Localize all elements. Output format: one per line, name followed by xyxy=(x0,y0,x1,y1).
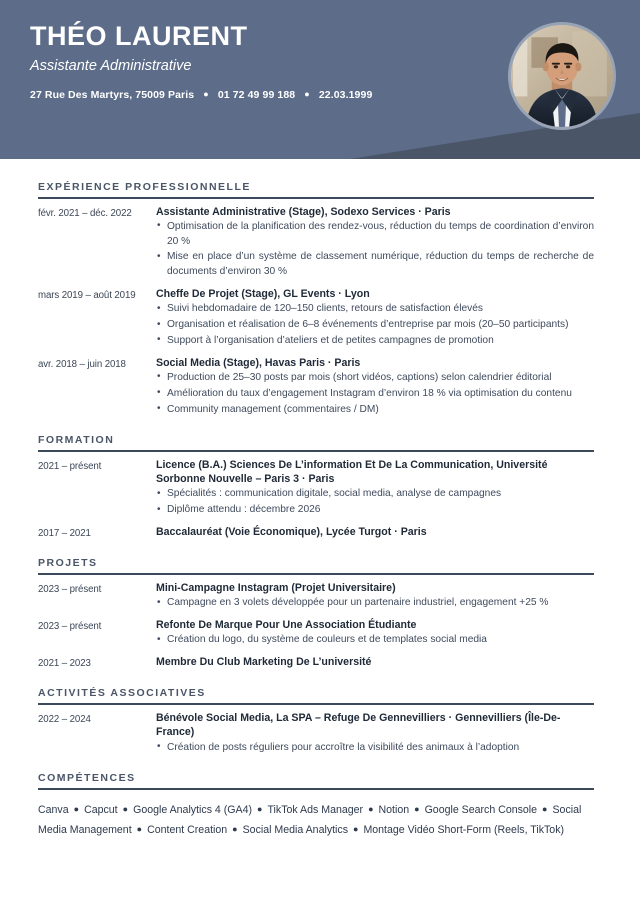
skill-item: Content Creation xyxy=(147,823,228,836)
bullet-separator-icon: ● xyxy=(414,803,420,814)
activite-entry xyxy=(38,711,594,755)
section-title-experience: EXPÉRIENCE PROFESSIONNELLE xyxy=(38,181,251,193)
entry-heading: Baccalauréat (Voie Économique), Lycée Turgot · Paris xyxy=(156,526,427,539)
entry-bullets xyxy=(156,741,594,756)
entry-body xyxy=(156,525,594,540)
resume-header xyxy=(0,0,640,159)
candidate-job-title: Assistante Administrative xyxy=(30,57,192,74)
skill-item: Social Media Management xyxy=(38,803,582,836)
section-title-formation: FORMATION xyxy=(38,434,115,447)
section-divider xyxy=(38,703,594,705)
section-experience xyxy=(38,171,594,417)
section-divider xyxy=(38,573,594,575)
entry-date: 2017 – 2021 xyxy=(38,528,91,540)
skill-item: TikTok Ads Manager xyxy=(267,803,364,816)
formation-entry xyxy=(38,525,594,540)
section-activites xyxy=(38,677,594,755)
entry-bullets xyxy=(156,633,594,648)
entry-body xyxy=(156,205,594,280)
bullet-item: • Organisation et réalisation de 6–8 événements d’entreprise par mois (20–50 participants) xyxy=(156,318,594,333)
bullet-item: • Support à l’organisation d’ateliers et de petites campagnes de promotion xyxy=(156,334,594,349)
entry-heading: Bénévole Social Media, La SPA – Refuge De Gennevilliers · Gennevilliers (Île-De-France) xyxy=(156,711,561,739)
entry-date: avr. 2018 – juin 2018 xyxy=(38,358,126,370)
entry-body xyxy=(156,356,594,418)
section-divider xyxy=(38,450,594,452)
projet-entry xyxy=(38,618,594,648)
resume-content xyxy=(0,159,640,840)
entry-bullets xyxy=(156,220,594,280)
bullet-separator-icon: ● xyxy=(353,823,359,834)
portrait-photo-icon xyxy=(511,25,613,127)
bullet-separator-icon: ● xyxy=(257,803,263,814)
skill-item: Montage Vidéo Short-Form (Reels, TikTok) xyxy=(363,823,565,836)
header-diagonal-accent xyxy=(350,113,640,159)
entry-date: févr. 2021 – déc. 2022 xyxy=(38,207,132,219)
entry-body xyxy=(156,618,594,648)
section-title-competences: COMPÉTENCES xyxy=(38,772,136,785)
bullet-separator-icon: ● xyxy=(73,803,80,814)
entry-bullets xyxy=(156,596,594,611)
skill-item: Google Analytics 4 (GA4) xyxy=(133,803,253,816)
entry-body xyxy=(156,711,594,755)
contact-address: 27 Rue Des Martyrs, 75009 Paris xyxy=(30,89,195,102)
bullet-separator-icon: ● xyxy=(122,803,129,814)
entry-bullets xyxy=(156,371,594,417)
entry-heading: Licence (B.A.) Sciences De L’information Et De La Communication, Université Sorbonne Nouvelle – Paris 3 · Paris xyxy=(156,458,548,486)
skill-item: Canva xyxy=(38,803,69,816)
section-competences xyxy=(38,762,594,840)
bullet-item: • Community management (commentaires / DM) xyxy=(156,403,594,418)
bullet-separator-icon: ● xyxy=(203,89,209,100)
bullet-separator-icon: ● xyxy=(542,803,548,814)
experience-entry xyxy=(38,356,594,418)
bullet-separator-icon: ● xyxy=(232,823,238,834)
bullet-item: • Production de 25–30 posts par mois (short vidéos, captions) selon calendrier éditorial xyxy=(156,371,594,386)
section-divider xyxy=(38,788,594,790)
skill-item: Google Search Console xyxy=(424,803,538,816)
entry-body xyxy=(156,287,594,349)
entry-body xyxy=(156,581,594,611)
section-formation xyxy=(38,424,594,540)
section-projets xyxy=(38,547,594,670)
bullet-item: • Optimisation de la planification des rendez-vous, réduction du temps de coordination d’environ 20 % xyxy=(156,220,594,250)
entry-heading: Membre Du Club Marketing De L’université xyxy=(156,656,372,669)
bullet-item: • Campagne en 3 volets développée pour un partenaire industriel, engagement +25 % xyxy=(156,596,594,611)
entry-body xyxy=(156,655,594,670)
section-title-activites: ACTIVITÉS ASSOCIATIVES xyxy=(38,687,206,700)
contact-birthdate: 22.03.1999 xyxy=(318,89,373,102)
skills-list xyxy=(38,796,594,840)
projet-entry xyxy=(38,581,594,611)
formation-entry xyxy=(38,458,594,518)
bullet-item: • Mise en place d’un système de classement numérique, réduction du temps de recherche de documents d’environ 30 % xyxy=(156,250,594,280)
bullet-item: • Diplôme attendu : décembre 2026 xyxy=(156,503,594,518)
experience-entry xyxy=(38,287,594,349)
bullet-item: • Création du logo, du système de couleurs et de templates social media xyxy=(156,633,594,648)
entry-bullets xyxy=(156,487,594,518)
entry-heading: Social Media (Stage), Havas Paris · Paris xyxy=(156,356,361,369)
experience-entry xyxy=(38,205,594,280)
entry-date: 2021 – présent xyxy=(38,460,102,472)
bullet-separator-icon: ● xyxy=(304,89,310,100)
candidate-name: THÉO LAURENT xyxy=(30,21,248,51)
section-divider xyxy=(38,197,594,199)
entry-heading: Refonte De Marque Pour Une Association Étudiante xyxy=(156,619,417,632)
bullet-separator-icon: ● xyxy=(368,803,374,814)
skill-item: Capcut xyxy=(84,803,118,816)
entry-date: 2023 – présent xyxy=(38,621,102,633)
entry-heading: Cheffe De Projet (Stage), GL Events · Lyon xyxy=(156,288,370,301)
entry-date: 2021 – 2023 xyxy=(38,658,91,670)
entry-date: mars 2019 – août 2019 xyxy=(38,290,136,302)
bullet-item: • Amélioration du taux d’engagement Instagram d’environ 18 % via optimisation du contenu xyxy=(156,387,594,402)
entry-bullets xyxy=(156,302,594,348)
section-title-projets: PROJETS xyxy=(38,557,98,570)
bullet-item: • Spécialités : communication digitale, social media, analyse de campagnes xyxy=(156,487,594,502)
entry-date: 2023 – présent xyxy=(38,583,102,595)
entry-body xyxy=(156,458,594,518)
skill-item: Notion xyxy=(378,803,410,816)
avatar xyxy=(508,22,616,130)
entry-heading: Mini-Campagne Instagram (Projet Universitaire) xyxy=(156,581,396,594)
bullet-separator-icon: ● xyxy=(136,823,143,834)
contact-phone: 01 72 49 99 188 xyxy=(217,89,296,102)
skill-item: Social Media Analytics xyxy=(242,823,349,836)
bullet-item: • Suivi hebdomadaire de 120–150 clients, retours de satisfaction élevés xyxy=(156,302,594,317)
projet-entry xyxy=(38,655,594,670)
entry-date: 2022 – 2024 xyxy=(38,713,91,725)
entry-heading: Assistante Administrative (Stage), Sodexo Services · Paris xyxy=(156,205,451,218)
bullet-item: • Création de posts réguliers pour accroître la visibilité des animaux à l’adoption xyxy=(156,741,594,756)
